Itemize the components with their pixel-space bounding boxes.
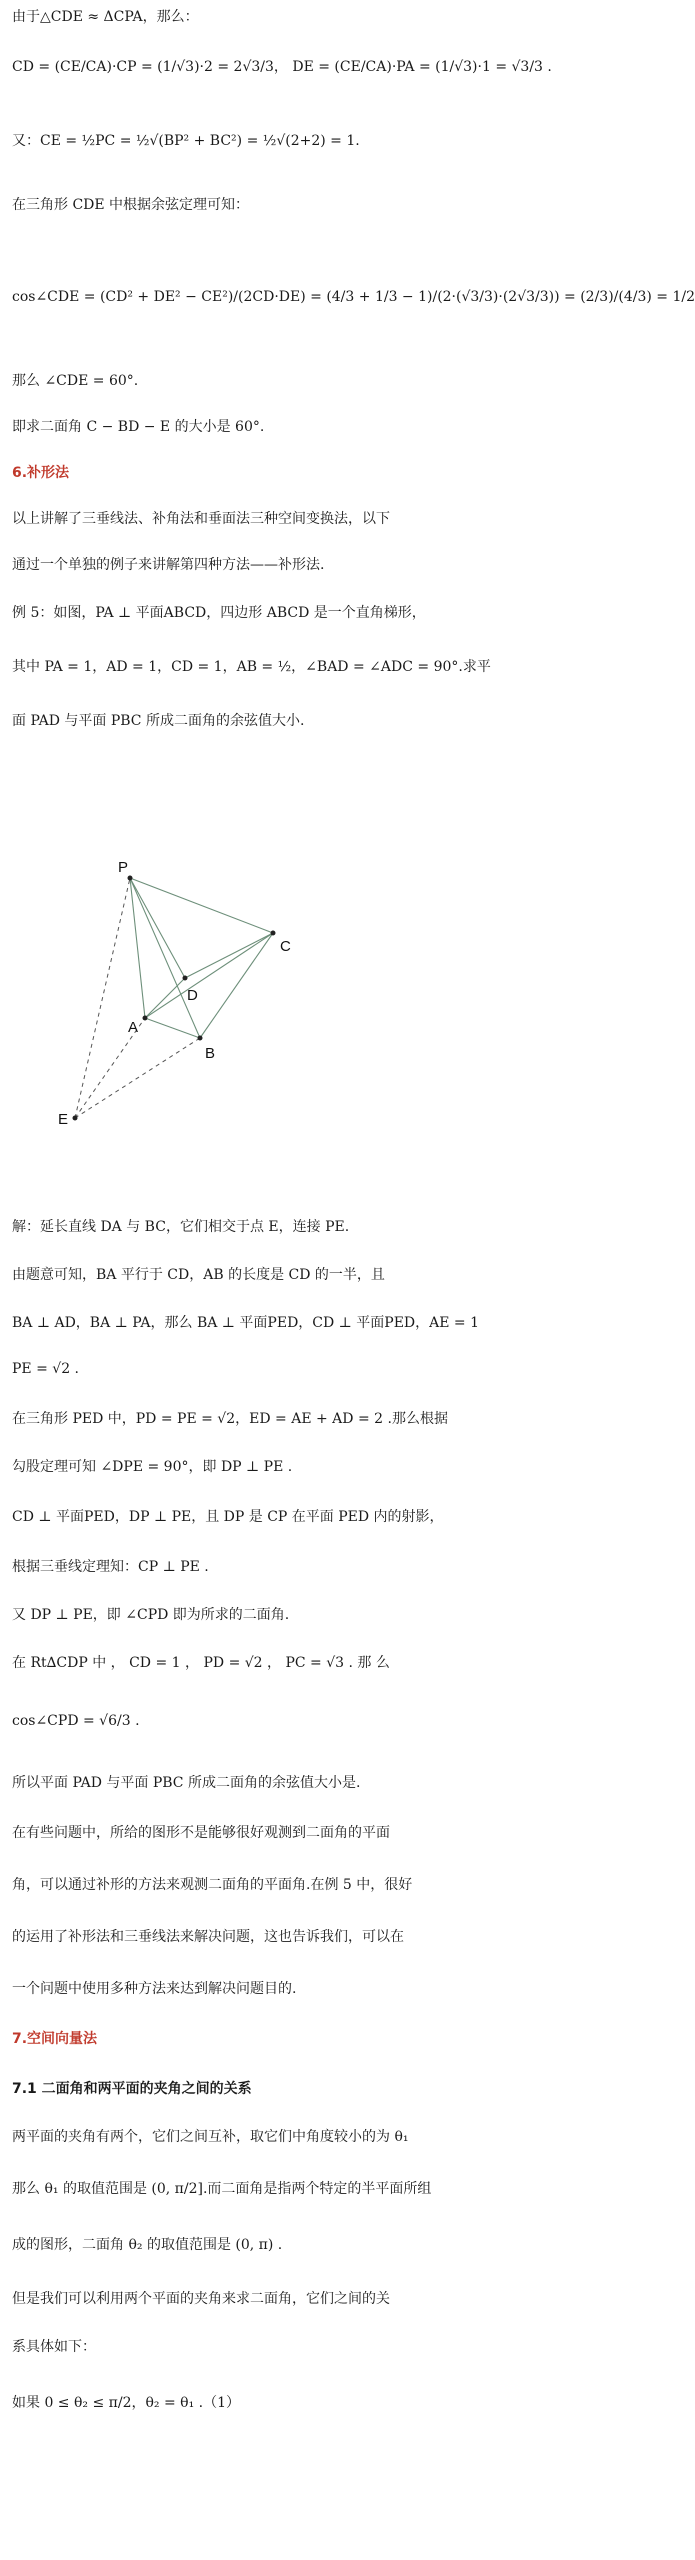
edge-PE-dashed <box>75 878 130 1118</box>
section-heading: 6.补形法 <box>12 465 70 481</box>
text-line: CD = (CE/CA)·CP = (1/√3)·2 = 2√3/3， DE = (CE/CA)·PA = (1/√3)·1 = √3/3 . <box>12 59 552 75</box>
edge-AD <box>145 978 185 1018</box>
text-line: CD ⊥ 平面PED，DP ⊥ PE，且 DP 是 CP 在平面 PED 内的射影， <box>12 1509 444 1525</box>
text-line: cos∠CPD = √6/3 . <box>12 1713 140 1729</box>
edge-PB <box>130 878 200 1038</box>
text-line: cos∠CDE = (CD² + DE² − CE²)/(2CD·DE) = (4/3 + 1/3 − 1)/(2·(√3/3)·(2√3/3)) = (2/3)/(4/3) = 1/2 <box>12 289 695 305</box>
edge-AB <box>145 1018 200 1038</box>
text-line: 但是我们可以利用两个平面的夹角来求二面角，它们之间的关 <box>12 2291 390 2307</box>
text-line: 又 DP ⊥ PE，即 ∠CPD 即为所求的二面角. <box>12 1607 290 1623</box>
edge-PC <box>130 878 273 933</box>
text-line: 角，可以通过补形的方法来观测二面角的平面角.在例 5 中，很好 <box>12 1877 413 1893</box>
point-D <box>183 976 188 981</box>
text-line: 一个问题中使用多种方法来达到解决问题目的. <box>12 1981 297 1997</box>
text-line: 根据三垂线定理知：CP ⊥ PE . <box>12 1559 209 1575</box>
text-line: 通过一个单独的例子来讲解第四种方法——补形法. <box>12 557 325 573</box>
point-A <box>143 1016 148 1021</box>
text-line: 系具体如下： <box>12 2339 96 2355</box>
text-line: 其中 PA = 1，AD = 1，CD = 1，AB = ½，∠BAD = ∠ADC = 90°.求平 <box>12 659 491 675</box>
text-line: 即求二面角 C − BD − E 的大小是 60°. <box>12 419 265 435</box>
point-P <box>128 876 133 881</box>
text-line: 例 5：如图，PA ⊥ 平面ABCD，四边形 ABCD 是一个直角梯形， <box>12 605 426 621</box>
label-E: E <box>58 1111 69 1128</box>
label-P: P <box>118 859 129 876</box>
edge-AC <box>145 933 273 1018</box>
text-line: 由题意可知，BA 平行于 CD，AB 的长度是 CD 的一半，且 <box>12 1267 385 1283</box>
text-line: 在三角形 PED 中，PD = PE = √2，ED = AE + AD = 2 .那么根据 <box>12 1411 448 1427</box>
point-C <box>271 931 276 936</box>
text-line: 所以平面 PAD 与平面 PBC 所成二面角的余弦值大小是. <box>12 1775 361 1791</box>
geometry-figure <box>40 858 380 1188</box>
text-line: PE = √2 . <box>12 1361 79 1377</box>
edge-PA <box>130 878 145 1018</box>
text-line: 成的图形，二面角 θ₂ 的取值范围是 (0, π) . <box>12 2237 283 2253</box>
text-line: BA ⊥ AD，BA ⊥ PA，那么 BA ⊥ 平面PED，CD ⊥ 平面PED，AE = 1 <box>12 1315 480 1331</box>
text-line: 在有些问题中，所给的图形不是能够很好观测到二面角的平面 <box>12 1825 390 1841</box>
label-C: C <box>280 938 291 955</box>
text-line: 那么 ∠CDE = 60°. <box>12 373 139 389</box>
edge-DC <box>185 933 273 978</box>
text-line: 的运用了补形法和三垂线法来解决问题，这也告诉我们，可以在 <box>12 1929 404 1945</box>
text-line: 在 Rt∆CDP 中 ， CD = 1 ， PD = √2 ， PC = √3 . 那 么 <box>12 1655 390 1671</box>
text-line: 如果 0 ≤ θ₂ ≤ π/2，θ₂ = θ₁ .（1） <box>12 2395 241 2411</box>
edge-BE-dashed <box>75 1038 200 1118</box>
label-B: B <box>205 1045 216 1062</box>
text-line: 面 PAD 与平面 PBC 所成二面角的余弦值大小. <box>12 713 305 729</box>
point-B <box>198 1036 203 1041</box>
text-line: 那么 θ₁ 的取值范围是 (0, π/2].而二面角是指两个特定的半平面所组 <box>12 2181 432 2197</box>
text-line: 解：延长直线 DA 与 BC，它们相交于点 E，连接 PE. <box>12 1219 350 1235</box>
text-line: 勾股定理可知 ∠DPE = 90°，即 DP ⊥ PE . <box>12 1459 293 1475</box>
label-A: A <box>128 1019 139 1036</box>
label-D: D <box>187 987 198 1004</box>
edge-PD <box>130 878 185 978</box>
section-heading: 7.空间向量法 <box>12 2031 98 2047</box>
text-line: 两平面的夹角有两个，它们之间互补，取它们中角度较小的为 θ₁ <box>12 2129 409 2145</box>
text-line: 在三角形 CDE 中根据余弦定理可知： <box>12 197 250 213</box>
edge-BC <box>200 933 273 1038</box>
text-line: 以上讲解了三垂线法、补角法和垂面法三种空间变换法，以下 <box>12 511 390 527</box>
point-E <box>73 1116 78 1121</box>
text-line: 由于△CDE ≈ ΔCPA，那么： <box>12 9 199 25</box>
subsection-heading: 7.1 二面角和两平面的夹角之间的关系 <box>12 2081 252 2097</box>
text-line: 又：CE = ½PC = ½√(BP² + BC²) = ½√(2+2) = 1. <box>12 133 360 149</box>
